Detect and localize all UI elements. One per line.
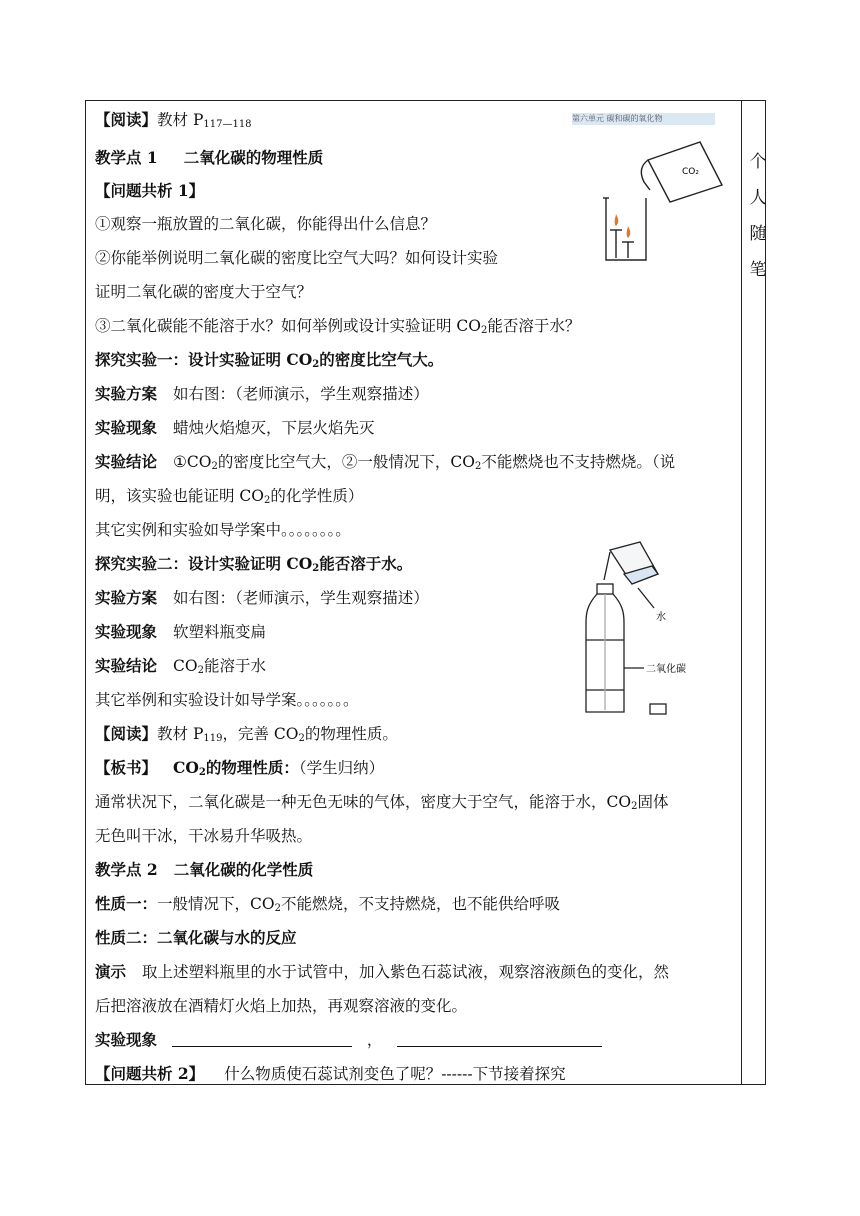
property-2: 性质二：二氧化碳与水的反应	[95, 928, 297, 947]
point1-heading: 教学点 1 二氧化碳的物理性质	[95, 148, 324, 167]
q1-item-b: ②你能举例说明二氧化碳的密度比空气大吗？如何设计实验	[95, 249, 499, 267]
column-divider	[741, 100, 742, 1085]
exp2-other: 其它举例和实验设计如导学案。。。。。。。	[95, 691, 359, 709]
reading-line-2: 【阅读】教材 $P_{119}$，完善 $CO_2$的物理性质。	[95, 724, 398, 744]
exp1-title: 探究实验一：设计实验证明 $CO_2$的密度比空气大。	[95, 350, 444, 370]
side-char: 笔	[749, 260, 767, 280]
exp2-plan: 实验方案 如右图：（老师演示，学生观察描述）	[95, 588, 429, 607]
side-char: 个	[749, 152, 767, 172]
answer-blank-2[interactable]	[397, 1032, 602, 1047]
side-char: 人	[749, 188, 767, 208]
q1-item-b2: 证明二氧化碳的密度大于空气？	[95, 283, 313, 301]
q1-item-c: ③二氧化碳能不能溶于水？如何举例或设计实验证明 $CO_2$能否溶于水？	[95, 317, 581, 336]
board-heading: 【板书】 $CO_2$的物理性质：（学生归纳）	[95, 758, 385, 778]
plastic-bottle-figure	[580, 540, 720, 720]
q2-line: 【问题共析 2】 什么物质使石蕊试剂变色了呢？------下节接着探究	[95, 1064, 566, 1083]
textbook-header-strip: 第六单元 碳和碳的氧化物	[572, 113, 715, 125]
answer-blank-1[interactable]	[172, 1032, 352, 1047]
exp1-phenomenon: 实验现象 蜡烛火焰熄灭，下层火焰先灭	[95, 418, 375, 437]
fig2-water-label: 水	[656, 612, 666, 623]
exp1-conclusion-cont: 明，该实验也能证明 $CO_2$的化学性质）	[95, 487, 364, 506]
board-text-2: 无色叫干冰，干冰易升华吸热。	[95, 827, 313, 845]
phenomenon-fill-line: 实验现象 ，	[95, 1028, 602, 1050]
demo-text-1: 演示 取上述塑料瓶里的水于试管中，加入紫色石蕊试液，观察溶液颜色的变化，然	[95, 962, 670, 981]
board-text-1: 通常状况下，二氧化碳是一种无色无味的气体，密度大于空气，能溶于水，$CO_2$固体	[95, 793, 669, 812]
exp1-other: 其它实例和实验如导学案中。。。。。。。。	[95, 521, 351, 539]
co2-pouring-figure	[600, 130, 725, 265]
exp2-title: 探究实验二：设计实验证明 $CO_2$能否溶于水。	[95, 554, 413, 574]
exp1-plan: 实验方案 如右图：（老师演示，学生观察描述）	[95, 384, 429, 403]
exp2-conclusion: 实验结论 $CO_2$能溶于水	[95, 656, 266, 676]
q1-item-a: ①观察一瓶放置的二氧化碳，你能得出什么信息？	[95, 215, 437, 233]
point2-heading: 教学点 2 二氧化碳的化学性质	[95, 860, 314, 879]
side-column-label	[746, 144, 770, 288]
exp1-conclusion: 实验结论 $①CO_2$的密度比空气大，②一般情况下，$CO_2$不能燃烧也不支持燃烧。（说	[95, 452, 676, 472]
demo-text-2: 后把溶液放在酒精灯火焰上加热，再观察溶液的变化。	[95, 997, 468, 1015]
q1-title: 【问题共析 1】	[95, 181, 205, 200]
property-1: 性质一：一般情况下，$CO_2$不能燃烧，不支持燃烧，也不能供给呼吸	[95, 894, 560, 914]
reading-line-1: 【阅读】教材 $P_{117—118}$	[95, 110, 252, 130]
exp2-phenomenon: 实验现象 软塑料瓶变扁	[95, 622, 267, 641]
fig2-gas-label: 二氧化碳	[646, 664, 686, 675]
fig1-label: CO₂	[682, 167, 699, 177]
side-char: 随	[749, 224, 767, 244]
